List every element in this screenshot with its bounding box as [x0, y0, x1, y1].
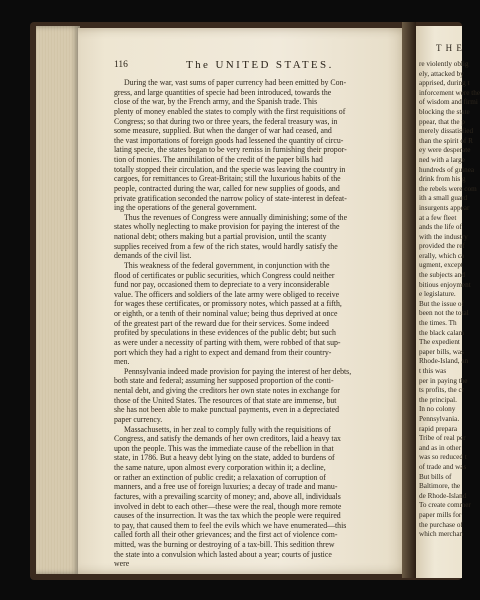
facing-text-line: paper bills, was: [419, 347, 464, 356]
facing-text-line: re violently oblig: [419, 60, 469, 68]
text-line: the same nature, upon almost every corporation within it; a decline,: [114, 463, 326, 472]
text-line: those of the United States. The resources of that state are immense, but: [114, 395, 337, 405]
facing-text-line: apprised, during t: [419, 79, 470, 88]
facing-text-line: at a few fleet: [419, 213, 457, 222]
facing-text-line: erally, which ca: [419, 251, 465, 260]
facing-page: [416, 26, 480, 578]
text-line: value. The officers and soldiers of the late army were obliged to receive: [114, 289, 340, 299]
facing-text-line: e legislature.: [419, 290, 456, 299]
facing-text-line: ned with a large: [419, 155, 465, 164]
facing-text-line: hundreds of guinea: [419, 165, 475, 174]
text-line: Pennsylvania indeed made provision for paying the interest of her debts,: [124, 366, 352, 376]
facing-text-line: the purchase of: [419, 520, 463, 529]
text-line: or eighth, or a tenth of their nominal value; being thus deprived at once: [114, 309, 338, 318]
facing-text-line: the black calam: [419, 328, 465, 337]
text-line: some measure, supplied. But when the danger of war had ceased, and: [114, 126, 332, 136]
text-line: Thus the revenues of Congress were annually diminishing; some of the: [124, 212, 348, 222]
facing-text-line: ands the life of: [419, 223, 462, 232]
text-line: Congress, and satisfy the demands of her own creditors, laid a heavy tax: [114, 434, 341, 444]
text-line: fund nor pay, occasioned them to depreciate to a very inconsiderable: [114, 280, 330, 290]
text-line: Massachusetts, in her zeal to comply fully with the requisitions of: [124, 424, 331, 434]
text-line: or rather an extinction of public credit; a relaxation of corruption of: [114, 472, 326, 482]
paragraph: [114, 367, 401, 425]
text-line: states wholly neglecting to make provision for paying the interest of the: [114, 222, 340, 232]
text-line: ing the operations of the general government.: [114, 203, 257, 213]
facing-text-line: drink from his g: [419, 175, 466, 184]
text-line: national debt; others making but a partial provision, until the scanty: [114, 232, 327, 241]
facing-text-line: ith a small guard: [419, 194, 468, 203]
text-line: During the war, vast sums of paper currency had been emitted by Con-: [124, 78, 347, 87]
text-line: involved in debt to each other—these were the real, though more remote: [114, 501, 342, 511]
facing-text-line: Baltimore, the: [419, 482, 461, 491]
left-page: [78, 28, 414, 574]
running-head: The UNITED STATES.: [186, 59, 334, 71]
text-line: demands of the civil list.: [114, 251, 192, 261]
text-line: flood of certificates or public securities, which Congress could neither: [114, 270, 335, 280]
text-line: people, contracted during the war, called for new supplies of goods, and: [114, 183, 340, 193]
text-line: Congress; so that during two or three years, the federal treasury was, in: [114, 116, 338, 126]
facing-text-line: To create commer: [419, 501, 471, 510]
facing-text-line: In no colony: [419, 405, 456, 414]
text-line: factures, with a prevailing scarcity of money; and, above all, individuals: [114, 491, 341, 501]
book-gutter: [402, 22, 416, 578]
text-line: cargoes, for remittances to Great-Britain; still the luxurious habits of the: [114, 174, 341, 184]
facing-text-line: But the issue of: [419, 299, 464, 308]
facing-text-line: merely dissatisfied: [419, 127, 474, 136]
facing-text-line: But bills of: [419, 472, 452, 481]
facing-text-line: Tribe of real per: [419, 434, 466, 443]
facing-text-line: The expedient: [419, 338, 460, 347]
page-edges: [36, 26, 80, 574]
text-line: men.: [114, 357, 130, 367]
facing-text-line: the rebels were com: [419, 184, 477, 193]
facing-text-line: which merchan: [419, 530, 464, 539]
text-line: lating specie, the states began to be very remiss in furnishing their propor-: [114, 145, 347, 155]
facing-text-line: de Rhode-Island: [419, 491, 467, 500]
text-line: were: [114, 559, 130, 569]
text-line: state, in 1786. But a heavy debt lying on the state, added to burdens of: [114, 453, 335, 463]
facing-text-line: ts profits, the cr: [419, 386, 465, 395]
facing-text-line: was so reduced t: [419, 453, 467, 462]
facing-text-line: t this was: [419, 367, 447, 375]
facing-text-line: than the spirit of R: [419, 136, 473, 145]
paragraph: [114, 213, 401, 261]
paragraph: [114, 78, 401, 213]
text-line: paper currency.: [114, 414, 163, 424]
facing-page-text: [419, 60, 479, 540]
facing-text-line: ugment, except: [419, 261, 463, 270]
facing-text-line: ey were desperate: [419, 146, 471, 155]
facing-text-line: the subjects and: [419, 271, 465, 280]
facing-text-line: and as in other: [419, 443, 462, 452]
text-line: manners, and a free use of foreign luxuries; a decay of trade and manu-: [114, 482, 338, 492]
text-line: profited by speculations in these evidences of the public debt; but such: [114, 328, 336, 338]
text-line: called forth all their other grievances; and the first act of violence com-: [114, 530, 338, 540]
text-line: the vast importations of foreign goods had lessened the quantity of circu-: [114, 135, 344, 145]
facing-text-line: insurgents appear: [419, 203, 470, 212]
facing-text-line: Pennsylvania.: [419, 414, 460, 423]
facing-text-line: ely, attacked by: [419, 69, 464, 78]
text-line: tion of monies. The annihilation of the credit of the paper bills had: [114, 155, 323, 164]
text-line: This weakness of the federal government, in conjunction with the: [124, 260, 330, 270]
facing-text-line: inforcement were the: [419, 88, 480, 97]
facing-text-line: ppear, that the p: [419, 117, 466, 126]
text-line: gress, and large quantities of specie had been introduced, towards the: [114, 87, 332, 97]
text-line: upon the people. This was the immediate cause of the rebellion in that: [114, 443, 334, 453]
text-line: mitted, was the burning or destroying of a tax-bill. This sedition threw: [114, 540, 335, 549]
facing-text-line: paper mills for: [419, 510, 462, 519]
text-line: to pay, that caused them to feel the evils which we have enumerated—this: [114, 520, 347, 530]
text-line: as were under a necessity of parting with them, were robbed of that sup-: [114, 337, 341, 347]
text-line: she has not been able to make punctual payments, even in a depreciated: [114, 405, 339, 415]
facing-text-line: bitious enjoyment: [419, 280, 471, 289]
facing-text-line: the principal.: [419, 395, 457, 404]
facing-text-line: blocking the state: [419, 107, 470, 116]
facing-text-line: of trade and was: [419, 462, 467, 471]
facing-text-line: of wisdom and firmi: [419, 98, 478, 107]
body-text: [114, 78, 401, 569]
facing-text-line: the times. Th: [419, 319, 457, 328]
paragraph: [114, 425, 401, 569]
text-line: close of the war, by the French army, and the Spanish trade. This: [114, 97, 318, 107]
text-line: totally stopped their circulation, and the specie was leaving the country in: [114, 164, 346, 174]
facing-text-line: rapid prepara: [419, 424, 458, 433]
text-line: port which they had a right to expect and demand from their country-: [114, 347, 332, 357]
text-line: of the greatest part of the reward due for their services. Some indeed: [114, 318, 329, 328]
text-line: the state into a convulsion which lasted about a year; courts of justice: [114, 549, 332, 559]
text-line: supplies received from a few of the rich states, would hardly satisfy the: [114, 241, 338, 251]
facing-text-line: with the industry: [419, 232, 468, 241]
facing-text-line: provided the ref: [419, 242, 465, 251]
text-line: private gratification seconded the narrow policy of state-interest in defeat-: [114, 193, 347, 203]
page-number: 116: [114, 60, 128, 70]
facing-running-head: T H E: [436, 43, 463, 53]
facing-text-line: Rhode-Island, an: [419, 357, 469, 366]
text-line: both state and federal; assuming her supposed proportion of the conti-: [114, 376, 334, 386]
page-header: [78, 60, 414, 74]
paragraph: [114, 261, 401, 367]
text-line: plenty of money enabled the states to comply with the first requisitions of: [114, 106, 346, 116]
text-line: nental debt, and giving the creditors her own state notes in exchange for: [114, 386, 340, 395]
text-line: for wages these certificates, or promissory notes, which passed at a fifth,: [114, 299, 342, 309]
facing-text-line: been not the total: [419, 309, 469, 318]
facing-text-line: per in paying the: [419, 376, 468, 385]
text-line: causes of the insurrection. It was the tax which the people were required: [114, 511, 341, 521]
